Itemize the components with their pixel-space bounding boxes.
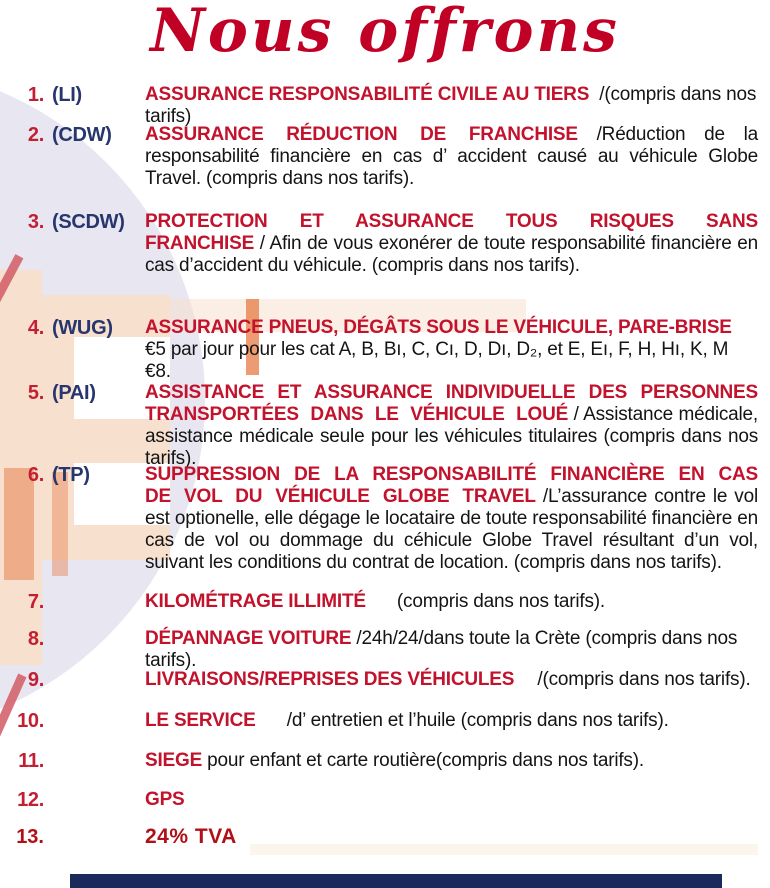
item-heading: LIVRAISONS/REPRISES DES VÉHICULES <box>145 669 515 690</box>
item-number: 11. <box>18 750 44 772</box>
item-code: (LI) <box>52 84 82 106</box>
item-heading: ASSISTANCE ET ASSURANCE INDIVIDUELLE DES PERSONNES TRANSPORTÉES DANS LE VÉHICULE LOUÉ <box>145 382 758 425</box>
item-number: 4. <box>27 317 44 339</box>
item-heading: ASSURANCE RÉDUCTION DE FRANCHISE <box>145 124 578 145</box>
item-heading: LE SERVICE <box>145 710 256 731</box>
item-body: /(compris dans nos tarifs) <box>145 84 757 127</box>
item-body: / Assistance médicale, assistance médicale seule pour les véhicules titulaires (compris dans nos tarifs). <box>145 404 758 469</box>
item-code: (WUG) <box>52 317 113 339</box>
item-code: (TP) <box>52 464 90 486</box>
item-number: 3. <box>27 211 44 233</box>
item-number: 7. <box>27 591 44 613</box>
item-number: 6. <box>27 464 44 486</box>
item-number: 10. <box>17 710 44 732</box>
item-body: €5 par jour pour les cat A, B, Bı, C, Cı, D, Dı, D₂, et E, Eı, F, H, Hı, K, M €8. <box>145 339 729 382</box>
item-heading: SIEGE <box>145 750 203 771</box>
item-code: (CDW) <box>52 124 112 146</box>
item-heading: DÉPANNAGE VOITURE <box>145 628 352 649</box>
item-number: 1. <box>27 84 44 106</box>
item-heading: GPS <box>145 789 185 810</box>
page-title: Nous offrons <box>150 0 620 66</box>
item-body: /24h/24/dans toute la Crète (compris dans nos tarifs). <box>145 628 738 671</box>
item-heading: ASSURANCE PNEUS, DÉGÂTS SOUS LE VÉHICULE, PARE-BRISE <box>145 317 732 338</box>
item-heading: ASSURANCE RESPONSABILITÉ CIVILE AU TIERS <box>145 84 590 105</box>
item-body: /L’assurance contre le vol est optionelle, elle dégage le locataire de toute responsabilité financière en cas de vol ou dommage du céhicule Globe Travel résultant d’un vol, suivant les conditions du contrat de location. (compris dans nos tarifs). <box>145 486 758 573</box>
item-heading: KILOMÉTRAGE ILLIMITÉ <box>145 591 366 612</box>
item-body: (compris dans nos tarifs). <box>396 591 606 612</box>
item-number: 5. <box>27 382 44 404</box>
item-heading: SUPPRESSION DE LA RESPONSABILITÉ FINANCIÈRE EN CAS DE VOL DU VÉHICULE GLOBE TRAVEL <box>145 464 758 507</box>
item-number: 13. <box>16 826 44 848</box>
item-body: pour enfant et carte routière(compris dans nos tarifs). <box>207 750 644 771</box>
item-number: 9. <box>27 669 44 691</box>
item-number: 8. <box>27 628 44 650</box>
item-heading: PROTECTION ET ASSURANCE TOUS RISQUES SANS FRANCHISE <box>145 211 758 254</box>
item-heading: 24% TVA <box>145 825 237 848</box>
item-body: /d’ entretien et l’huile (compris dans nos tarifs). <box>286 710 669 731</box>
watermark-orange-tile <box>52 472 68 576</box>
item-body: /Réduction de la responsabilité financière en cas d’ accident causé au véhicule Globe Travel. (compris dans nos tarifs). <box>145 124 758 189</box>
item-code: (SCDW) <box>52 211 125 233</box>
item-body: /(compris dans nos tarifs). <box>537 669 751 690</box>
item-code: (PAI) <box>52 382 96 404</box>
item-number: 12. <box>17 789 44 811</box>
footer-navy-bar <box>70 874 722 888</box>
item-body: / Afin de vous exonérer de toute responsabilité financière en cas d’accident du véhicule. (compris dans nos tarifs). <box>145 233 758 276</box>
item-number: 2. <box>27 124 44 146</box>
